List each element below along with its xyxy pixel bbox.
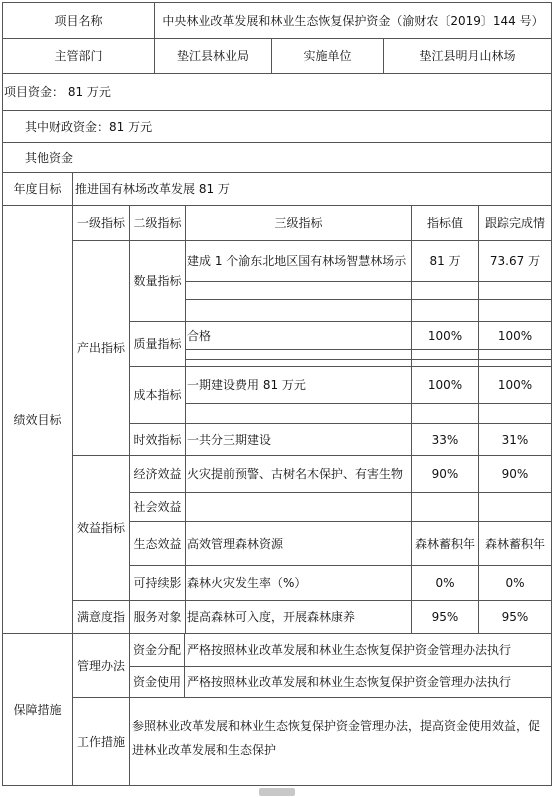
- economic-benefit-track: 90%: [501, 467, 529, 481]
- time-track: 31%: [501, 432, 529, 447]
- header-level3: 三级指标: [274, 216, 323, 230]
- quantity-item: 建成 1 个渝东北地区国有林场智慧林场示: [187, 254, 407, 268]
- total-funds: 项目资金： 81 万元: [4, 85, 111, 99]
- benefit-indicator-label: 效益指标: [76, 521, 125, 535]
- service-target-label: 服务对象: [133, 610, 182, 624]
- fund-alloc-label: 资金分配: [132, 643, 181, 657]
- sustain-benefit-target: 0%: [435, 576, 455, 590]
- quality-track: 100%: [497, 328, 533, 343]
- fund-use-value: 严格按照林业改革发展和林业生态恢复保护资金管理办法执行: [187, 675, 512, 689]
- fund-alloc-value: 严格按照林业改革发展和林业生态恢复保护资金管理办法执行: [187, 643, 512, 657]
- quality-indicator-label: 质量指标: [133, 337, 182, 351]
- sustain-benefit-track: 0%: [505, 576, 525, 590]
- project-name-label: 项目名称: [54, 13, 103, 28]
- central-funds: 其中财政资金：81 万元: [25, 119, 153, 134]
- cost-item: 一期建设费用 81 万元: [187, 378, 306, 392]
- satisfaction-item: 提高森林可入度，开展森林康养: [187, 610, 356, 624]
- fund-use-label: 资金使用: [132, 675, 181, 689]
- satisfaction-indicator-label: 满意度指: [76, 610, 125, 624]
- satisfaction-target: 95%: [431, 610, 459, 624]
- dept-label: 主管部门: [54, 49, 103, 63]
- header-level1: 一级指标: [76, 216, 125, 230]
- cost-indicator-label: 成本指标: [133, 388, 182, 402]
- economic-benefit-item: 火灾提前预警、古树名木保护、有害生物: [187, 467, 404, 481]
- impl-unit-value: 垫江县明月山林场: [419, 49, 516, 63]
- header-level2: 二级指标: [133, 216, 182, 230]
- quantity-target: 81 万: [429, 254, 461, 268]
- dept-value: 垫江县林业局: [176, 49, 249, 63]
- performance-label: 绩效目标: [13, 412, 62, 427]
- quality-item: 合格: [187, 328, 212, 343]
- economic-benefit-target: 90%: [431, 467, 459, 481]
- scroll-indicator[interactable]: [259, 788, 295, 796]
- eco-benefit-target: 森林蓄积年: [414, 536, 475, 551]
- quantity-track: 73.67 万: [489, 254, 541, 268]
- sustain-benefit-label: 可持续影: [133, 576, 182, 590]
- sustain-benefit-item: 森林火灾发生率（%）: [187, 576, 307, 590]
- eco-benefit-track: 森林蓄积年: [484, 536, 545, 551]
- project-name-value: 中央林业改革发展和林业生态恢复保护资金（渝财农〔2019〕144 号）: [162, 13, 544, 28]
- quantity-indicator-label: 数量指标: [133, 274, 182, 288]
- other-funds: 其他资金: [25, 150, 74, 165]
- quality-target: 100%: [427, 328, 463, 343]
- time-target: 33%: [431, 432, 459, 447]
- header-target: 指标值: [426, 216, 463, 230]
- economic-benefit-label: 经济效益: [133, 467, 182, 481]
- output-indicator-label: 产出指标: [76, 341, 125, 355]
- impl-unit-label: 实施单位: [303, 49, 352, 63]
- header-track: 跟踪完成情: [484, 216, 545, 230]
- work-measures-label: 工作措施: [76, 734, 125, 749]
- guarantee-label: 保障措施: [13, 702, 62, 717]
- satisfaction-track: 95%: [501, 610, 529, 624]
- time-item: 一共分三期建设: [187, 432, 272, 447]
- eco-benefit-label: 生态效益: [133, 536, 182, 551]
- mgmt-method-label: 管理办法: [76, 658, 125, 673]
- social-benefit-label: 社会效益: [133, 500, 182, 514]
- annual-goal-label: 年度目标: [13, 182, 62, 196]
- time-indicator-label: 时效指标: [133, 432, 182, 447]
- cost-target: 100%: [427, 378, 463, 392]
- annual-goal-value: 推进国有林场改革发展 81 万: [75, 182, 230, 196]
- work-measures-value: 参照林业改革发展和林业生态恢复保护资金管理办法，提高资金使用效益，促进林业改革发展和生态保护: [132, 719, 541, 757]
- cost-track: 100%: [497, 378, 533, 392]
- eco-benefit-item: 高效管理森林资源: [187, 536, 284, 551]
